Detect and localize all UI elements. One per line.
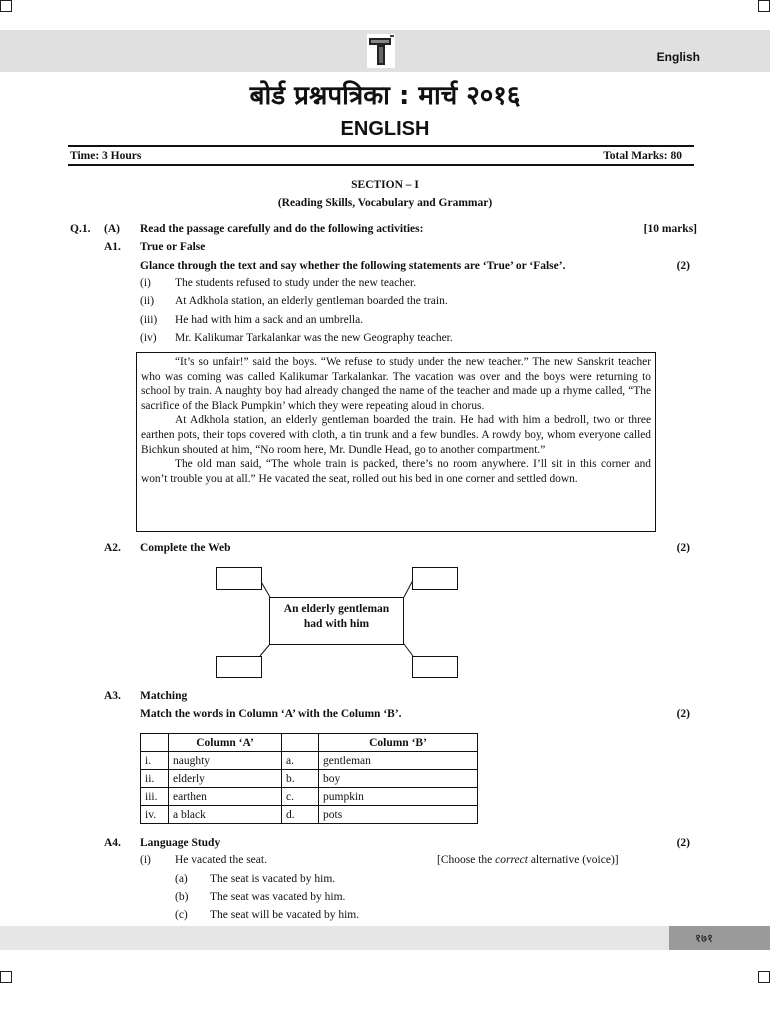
page-title: ENGLISH — [340, 118, 430, 140]
row-number: ii. — [141, 770, 169, 788]
a3-label: A3. — [104, 690, 121, 702]
web-blank-box — [412, 567, 458, 590]
a4-hint-post: alternative (voice)] — [530, 854, 619, 866]
column-b-header: Column ‘B’ — [319, 734, 478, 752]
a4-hint-emphasis: correct — [495, 854, 528, 866]
column-b-cell: gentleman — [319, 752, 478, 770]
total-marks-label: Total Marks: 80 — [603, 150, 682, 162]
q1-part: (A) — [104, 223, 120, 235]
a1-item-num: (i) — [140, 277, 151, 289]
web-blank-box — [216, 656, 262, 678]
a2-marks: (2) — [676, 542, 690, 554]
time-label: Time: 3 Hours — [70, 150, 142, 162]
a4-title: Language Study — [140, 837, 221, 849]
row-letter: d. — [282, 806, 319, 824]
a4-hint-pre: [Choose the — [437, 854, 493, 866]
option-num: (b) — [175, 891, 189, 903]
title-rule — [68, 145, 694, 147]
page-number: १७१ — [695, 931, 713, 945]
table-row — [141, 752, 478, 770]
meta-rule — [68, 164, 694, 166]
a3-instruction: Match the words in Column ‘A’ with the Column ‘B’. — [140, 708, 402, 720]
crop-mark-bottom-left — [0, 971, 12, 983]
reading-passage — [136, 352, 656, 532]
a1-item-num: (iii) — [140, 314, 158, 326]
crop-mark-top-right — [758, 0, 770, 12]
table-row — [141, 806, 478, 824]
row-number: iii. — [141, 788, 169, 806]
column-a-cell: a black — [169, 806, 282, 824]
column-a-cell: naughty — [169, 752, 282, 770]
row-number: i. — [141, 752, 169, 770]
a4-label: A4. — [104, 837, 121, 849]
row-number: iv. — [141, 806, 169, 824]
option-text: The seat will be vacated by him. — [210, 909, 360, 921]
passage-paragraph: The old man said, “The whole train is packed, there’s no room anywhere. I’ll sit in this corner and won’t trouble you at all.” He vacated the seat, rolled out his bed in one corner and settled down. — [141, 458, 651, 485]
marathi-title: बोर्ड प्रश्नपत्रिका : मार्च २०१६ — [249, 81, 521, 111]
option-num: (a) — [175, 873, 188, 885]
crop-mark-top-left — [0, 0, 12, 12]
a1-item-num: (ii) — [140, 295, 155, 307]
section-subtitle: (Reading Skills, Vocabulary and Grammar) — [277, 197, 493, 209]
passage-paragraph: At Adkhola station, an elderly gentleman boarded the train. He had with him a bedroll, two or three earthen pots, their tops covered with cloth, a tin trunk and a few bundles. A rowdy boy, whom everyone called Bichkun shouted at him, “No room here, Mr. Dundle Head, go to another compartment.” — [141, 414, 651, 456]
web-blank-box — [216, 567, 262, 590]
publisher-logo — [367, 34, 395, 68]
a4-marks: (2) — [676, 837, 690, 849]
a4-hint — [437, 854, 619, 866]
subject-label: English — [656, 50, 700, 64]
column-b-cell: boy — [319, 770, 478, 788]
passage-paragraph: “It’s so unfair!” said the boys. “We refuse to study under the new teacher.” The new Sanskrit teacher who was coming was called Kalikumar Tarkalankar. The vacation was over and the boys were returning to school by train. A naughty boy had already changed the name of the teacher and made up a rhyme called, “The sacrifice of the Black Pumpkin’ which they were repeating aloud in chorus. — [141, 356, 651, 412]
row-letter: b. — [282, 770, 319, 788]
crop-mark-bottom-right — [758, 971, 770, 983]
a2-label: A2. — [104, 542, 121, 554]
column-b-cell: pumpkin — [319, 788, 478, 806]
a1-marks: (2) — [676, 260, 690, 272]
publisher-logo-icon — [367, 34, 395, 68]
option-num: (c) — [175, 909, 188, 921]
q1-label: Q.1. — [70, 223, 91, 235]
column-a-cell: earthen — [169, 788, 282, 806]
web-center-box: An elderly gentleman had with him — [269, 597, 404, 645]
a1-item-text: The students refused to study under the new teacher. — [175, 277, 417, 289]
a3-title: Matching — [140, 690, 188, 702]
row-letter: a. — [282, 752, 319, 770]
column-a-header: Column ‘A’ — [169, 734, 282, 752]
table-header-row — [141, 734, 478, 752]
a1-title: True or False — [140, 241, 206, 253]
a1-item-text: He had with him a sack and an umbrella. — [175, 314, 364, 326]
row-letter: c. — [282, 788, 319, 806]
section-title: SECTION – I — [351, 179, 419, 191]
table-row — [141, 770, 478, 788]
q1-instruction: Read the passage carefully and do the following activities: — [140, 223, 424, 235]
a4-question-text: He vacated the seat. — [175, 854, 267, 866]
matching-table — [140, 733, 478, 824]
web-blank-box — [412, 656, 458, 678]
table-row — [141, 788, 478, 806]
a1-instruction: Glance through the text and say whether the following statements are ‘True’ or ‘False’. — [140, 260, 566, 272]
column-b-cell: pots — [319, 806, 478, 824]
option-text: The seat is vacated by him. — [210, 873, 336, 885]
footer-band — [0, 926, 770, 950]
a1-item-num: (iv) — [140, 332, 157, 344]
q1-marks: [10 marks] — [643, 223, 697, 235]
column-a-cell: elderly — [169, 770, 282, 788]
a4-question-num: (i) — [140, 854, 151, 866]
a2-title: Complete the Web — [140, 542, 231, 554]
a1-item-text: At Adkhola station, an elderly gentleman boarded the train. — [175, 295, 448, 307]
a1-item-text: Mr. Kalikumar Tarkalankar was the new Geography teacher. — [175, 332, 453, 344]
option-text: The seat was vacated by him. — [210, 891, 346, 903]
a3-marks: (2) — [676, 708, 690, 720]
a1-label: A1. — [104, 241, 121, 253]
